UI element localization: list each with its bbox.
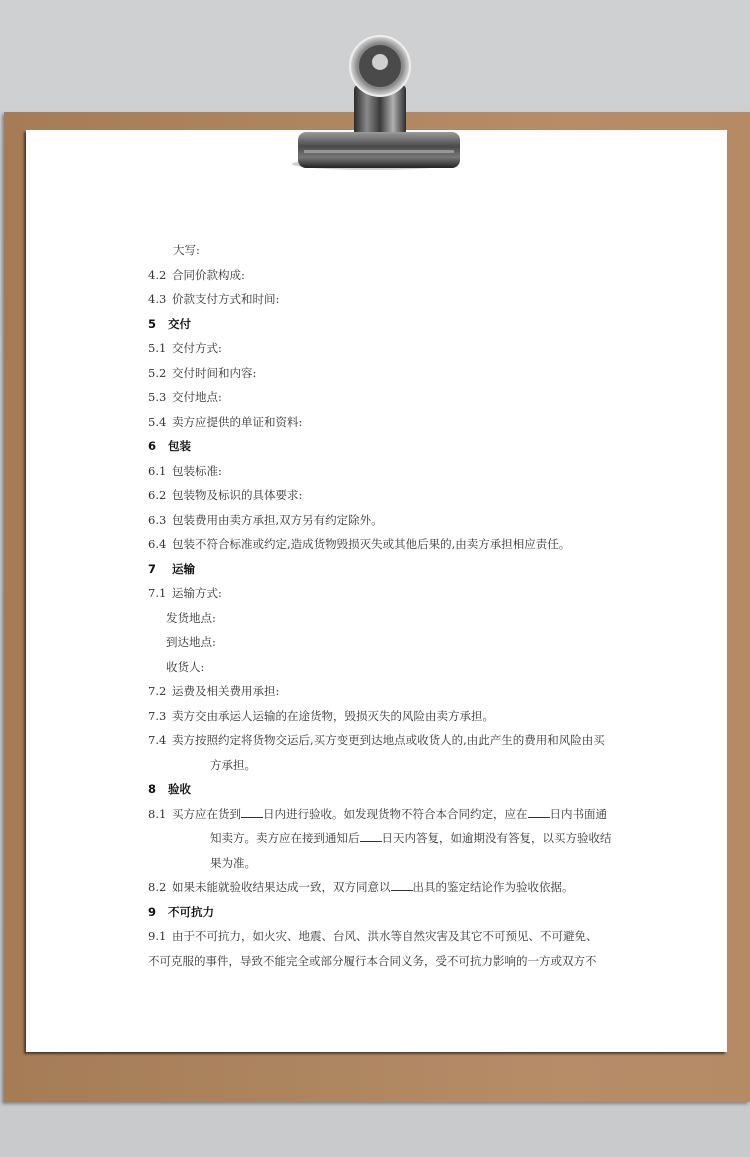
clause-number: 8.2	[148, 880, 167, 894]
fill-in-blank	[360, 829, 382, 842]
clause-text: 如果未能就验收结果达成一致，双方同意以	[172, 880, 391, 894]
clause-line	[148, 238, 618, 263]
clause-number: 9.1	[148, 929, 167, 943]
clause-number: 6.3	[148, 512, 167, 527]
clause-item	[148, 459, 618, 484]
sub-field-label: 收货人:	[166, 659, 205, 674]
clause-text: 交付方式:	[172, 341, 222, 355]
clause-text: 日内进行验收。如发现货物不符合本合同约定，应在	[263, 806, 528, 821]
clause-item	[148, 532, 618, 557]
clause-number: 5.3	[148, 390, 167, 404]
clause-number: 6.4	[148, 537, 167, 551]
section-title: 运输	[172, 561, 195, 576]
section-number: 6	[148, 439, 157, 453]
clause-number: 7.4	[148, 733, 167, 747]
fill-in-blank	[391, 878, 413, 891]
fill-in-blank	[241, 805, 263, 818]
section-number: 5	[148, 316, 157, 331]
clause-text: 出具的鉴定结论作为验收依据。	[412, 880, 574, 894]
clause-number: 6.2	[148, 488, 167, 502]
sub-field-label: 到达地点:	[166, 635, 216, 649]
clause-text: 买方应在货到	[172, 806, 241, 821]
clause-text: 交付时间和内容:	[172, 365, 257, 380]
clause-item	[148, 361, 618, 386]
sub-field-label: 发货地点:	[166, 610, 216, 625]
clause-text: 包装标准:	[172, 463, 222, 478]
section-title: 不可抗力	[168, 904, 214, 919]
clause-text: 日天内答复，如逾期没有答复，以买方验收结	[381, 831, 612, 845]
clause-item	[148, 483, 618, 508]
section-heading	[148, 312, 618, 337]
clause-item	[148, 875, 618, 900]
clause-text: 大写:	[173, 243, 200, 257]
clause-text: 卖方交由承运人运输的在途货物，毁损灭失的风险由卖方承担。	[172, 708, 494, 723]
clause-item	[148, 336, 618, 361]
clause-number: 7.3	[148, 708, 167, 723]
clause-text: 运费及相关费用承担:	[172, 684, 280, 698]
clause-number: 7.1	[148, 586, 167, 600]
clause-text: 知卖方。卖方应在接到通知后	[210, 831, 360, 845]
clause-item	[148, 287, 618, 312]
section-number: 9	[148, 904, 157, 919]
section-number: 8	[148, 782, 157, 796]
clause-text: 交付地点:	[172, 390, 222, 404]
binder-clip-icon	[286, 24, 466, 174]
clause-item	[148, 704, 618, 729]
clause-text: 运输方式:	[172, 586, 222, 600]
clause-number: 6.1	[148, 463, 167, 478]
clause-number: 5.4	[148, 414, 167, 429]
clause-item	[148, 385, 618, 410]
fill-in-blank	[528, 805, 550, 818]
clause-item	[148, 802, 618, 827]
clause-text: 包装不符合标准或约定,造成货物毁损灭失或其他后果的,由卖方承担相应责任。	[172, 537, 571, 551]
section-heading	[148, 900, 618, 925]
clause-text: 日内书面通	[549, 806, 607, 821]
clause-text: 由于不可抗力，如火灾、地震、台风、洪水等自然灾害及其它不可预见、不可避免、	[172, 929, 598, 943]
section-number: 7	[148, 561, 157, 576]
clause-continuation	[148, 949, 618, 974]
section-title: 验收	[168, 782, 191, 796]
clause-text: 卖方应提供的单证和资料:	[172, 414, 303, 429]
clause-text: 不可克服的事件，导致不能完全或部分履行本合同义务，受不可抗力影响的一方或双方不	[148, 953, 597, 968]
clause-continuation	[148, 753, 618, 778]
contract-text	[148, 238, 618, 973]
clause-text: 方承担。	[210, 757, 256, 772]
section-heading	[148, 777, 618, 802]
sub-field	[148, 606, 618, 631]
section-heading	[148, 434, 618, 459]
clause-item	[148, 508, 618, 533]
clause-item	[148, 581, 618, 606]
section-title: 交付	[168, 316, 191, 331]
clause-text: 合同价款构成:	[172, 267, 245, 282]
sub-field	[148, 630, 618, 655]
clause-item	[148, 263, 618, 288]
clause-item	[148, 410, 618, 435]
clause-number: 4.3	[148, 292, 167, 306]
clause-text: 包装物及标识的具体要求:	[172, 488, 303, 502]
clause-text: 价款支付方式和时间:	[172, 292, 280, 306]
clause-number: 7.2	[148, 684, 167, 698]
clause-text: 包装费用由卖方承担,双方另有约定除外。	[172, 512, 383, 527]
clause-continuation	[148, 851, 618, 876]
section-heading	[148, 557, 618, 582]
clause-item	[148, 728, 618, 753]
clause-item	[148, 924, 618, 949]
clause-number: 5.1	[148, 341, 167, 355]
clause-number: 4.2	[148, 267, 167, 282]
clause-item	[148, 679, 618, 704]
sub-field	[148, 655, 618, 680]
clause-text: 卖方按照约定将货物交运后,买方变更到达地点或收货人的,由此产生的费用和风险由买	[172, 733, 605, 747]
clause-number: 8.1	[148, 806, 167, 821]
clause-number: 5.2	[148, 365, 167, 380]
clause-text: 果为准。	[210, 855, 256, 870]
section-title: 包装	[168, 439, 191, 453]
clause-continuation	[148, 826, 618, 851]
